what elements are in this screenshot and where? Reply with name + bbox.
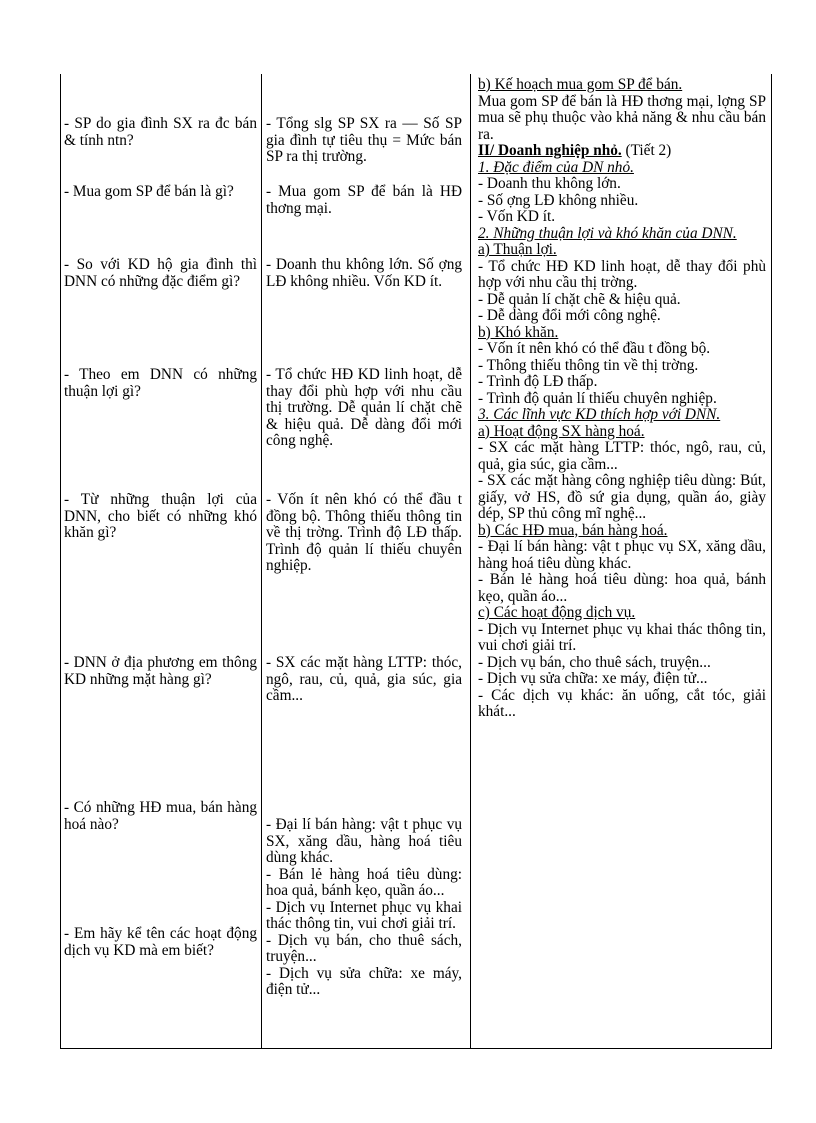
column-border <box>60 74 61 1049</box>
answer-cell: - Đại lí bán hàng: vật t phục vụ SX, xăng dầu, hàng hoá tiêu dùng khác. - Bán lẻ hàng hoá tiêu dùng: hoa quả, bánh kẹo, quần áo... - Dịch vụ Internet phục vụ khai thác thông tin, vui chơi giải trí. - Dịch vụ bán, cho thuê sách, truyện... - Dịch vụ sửa chữa: xe máy, điện tử... <box>266 816 462 998</box>
list-item: - Dịch vụ Internet phục vụ khai thác thông tin, vui chơi giải trí. <box>478 620 766 654</box>
list-item: - Thông thiếu thông tin về thị trờng. <box>478 356 699 374</box>
table-bottom-border <box>60 1048 772 1049</box>
section-heading: a) Hoạt động SX hàng hoá. <box>478 422 645 440</box>
content-cell <box>478 77 766 721</box>
column-border <box>771 74 772 1049</box>
column-border <box>261 74 262 1049</box>
list-item: - Vốn ít nên khó có thể đầu t đồng bộ. <box>478 340 711 357</box>
section-heading: b) Kế hoạch mua gom SP để bán. <box>478 76 683 93</box>
question-cell: - Có những HĐ mua, bán hàng hoá nào? <box>64 799 257 833</box>
column-border <box>470 74 471 1049</box>
list-item: - SX các mặt hàng LTTP: thóc, ngô, rau, củ, quả, gia súc, gia cầm... <box>478 439 766 473</box>
list-item: - Doanh thu không lớn. <box>478 175 621 192</box>
list-item: - Số ợng LĐ không nhiều. <box>478 191 639 209</box>
list-item: - Dễ quản lí chặt chẽ & hiệu quả. <box>478 290 681 308</box>
section-heading: b) Khó khăn. <box>478 323 559 341</box>
list-item: - Dịch vụ sửa chữa: xe máy, điện tử... <box>478 670 708 687</box>
paragraph: Mua gom SP để bán là HĐ thơng mại, lợng SP mua sẽ phụ thuộc vào khả năng & nhu cầu bán ra. <box>478 92 766 143</box>
section-heading: b) Các HĐ mua, bán hàng hoá. <box>478 521 668 539</box>
list-item: - Dễ dàng đổi mới công nghệ. <box>478 307 661 324</box>
list-item: - Bán lẻ hàng hoá tiêu dùng: hoa quả, bánh kẹo, quần áo... <box>478 571 766 605</box>
section-title: II/ Doanh nghiệp nhỏ. <box>478 142 622 159</box>
list-item: - Đại lí bán hàng: vật t phục vụ SX, xăng dầu, hàng hoá tiêu dùng khác. <box>478 538 766 572</box>
answer-cell: - SX các mặt hàng LTTP: thóc, ngô, rau, củ, quả, gia súc, gia cầm... <box>266 654 462 704</box>
question-cell: - SP do gia đình SX ra đc bán & tính ntn? <box>64 115 257 149</box>
subsection-heading: 3. Các lĩnh vực KD thích hợp với DNN. <box>478 406 721 423</box>
list-item: - Tổ chức HĐ KD linh hoạt, dễ thay đổi phù hợp với nhu cầu thị trờng. <box>478 257 766 291</box>
answer-cell: - Doanh thu không lớn. Số ợng LĐ không nhiều. Vốn KD ít. <box>266 256 462 290</box>
answer-cell: - Tổng slg SP SX ra — Số SP gia đình tự tiêu thụ = Mức bán SP ra thị trường. <box>266 115 462 165</box>
list-item: - Dịch vụ bán, cho thuê sách, truyện... <box>478 653 711 671</box>
question-cell: - So với KD hộ gia đình thì DNN có những đặc điểm gì? <box>64 256 257 290</box>
question-cell: - DNN ở địa phương em thông KD những mặt hàng gì? <box>64 654 257 688</box>
question-cell: - Em hãy kể tên các hoạt động dịch vụ KD mà em biết? <box>64 925 257 959</box>
section-heading: c) Các hoạt động dịch vụ. <box>478 604 636 621</box>
list-item: - Các dịch vụ khác: ăn uống, cắt tóc, giải khát... <box>478 686 766 720</box>
question-cell: - Từ những thuận lợi của DNN, cho biết có những khó khăn gì? <box>64 491 257 541</box>
question-cell: - Theo em DNN có những thuận lợi gì? <box>64 366 257 400</box>
answer-cell: - Mua gom SP để bán là HĐ thơng mại. <box>266 183 462 217</box>
subsection-heading: 1. Đặc điểm của DN nhỏ. <box>478 158 634 176</box>
section-heading: a) Thuận lợi. <box>478 241 557 258</box>
list-item: - Vốn KD ít. <box>478 208 556 225</box>
lesson-table <box>60 74 772 1049</box>
list-item: - Trình độ quản lí thiếu chuyên nghiệp. <box>478 389 717 407</box>
answer-cell: - Vốn ít nên khó có thể đầu t đồng bộ. Thông thiếu thông tin về thị trờng. Trình độ LĐ thấp. Trình độ quản lí thiếu chuyên nghiệp. <box>266 491 462 574</box>
subsection-heading: 2. Những thuận lợi và khó khăn của DNN. <box>478 224 737 242</box>
question-cell: - Mua gom SP để bán là gì? <box>64 183 234 200</box>
answer-cell: - Tổ chức HĐ KD linh hoạt, dễ thay đổi phù hợp với nhu cầu thị trường. Dễ quản lí chặt chẽ & hiệu quả. Dễ dàng đổi mới công nghệ. <box>266 366 462 449</box>
list-item: - Trình độ LĐ thấp. <box>478 373 598 390</box>
period-note: (Tiết 2) <box>625 142 672 159</box>
list-item: - SX các mặt hàng công nghiệp tiêu dùng: Bút, giấy, vở HS, đồ sứ gia dụng, quần áo, giày dép, SP thủ công mĩ nghệ... <box>478 472 766 522</box>
